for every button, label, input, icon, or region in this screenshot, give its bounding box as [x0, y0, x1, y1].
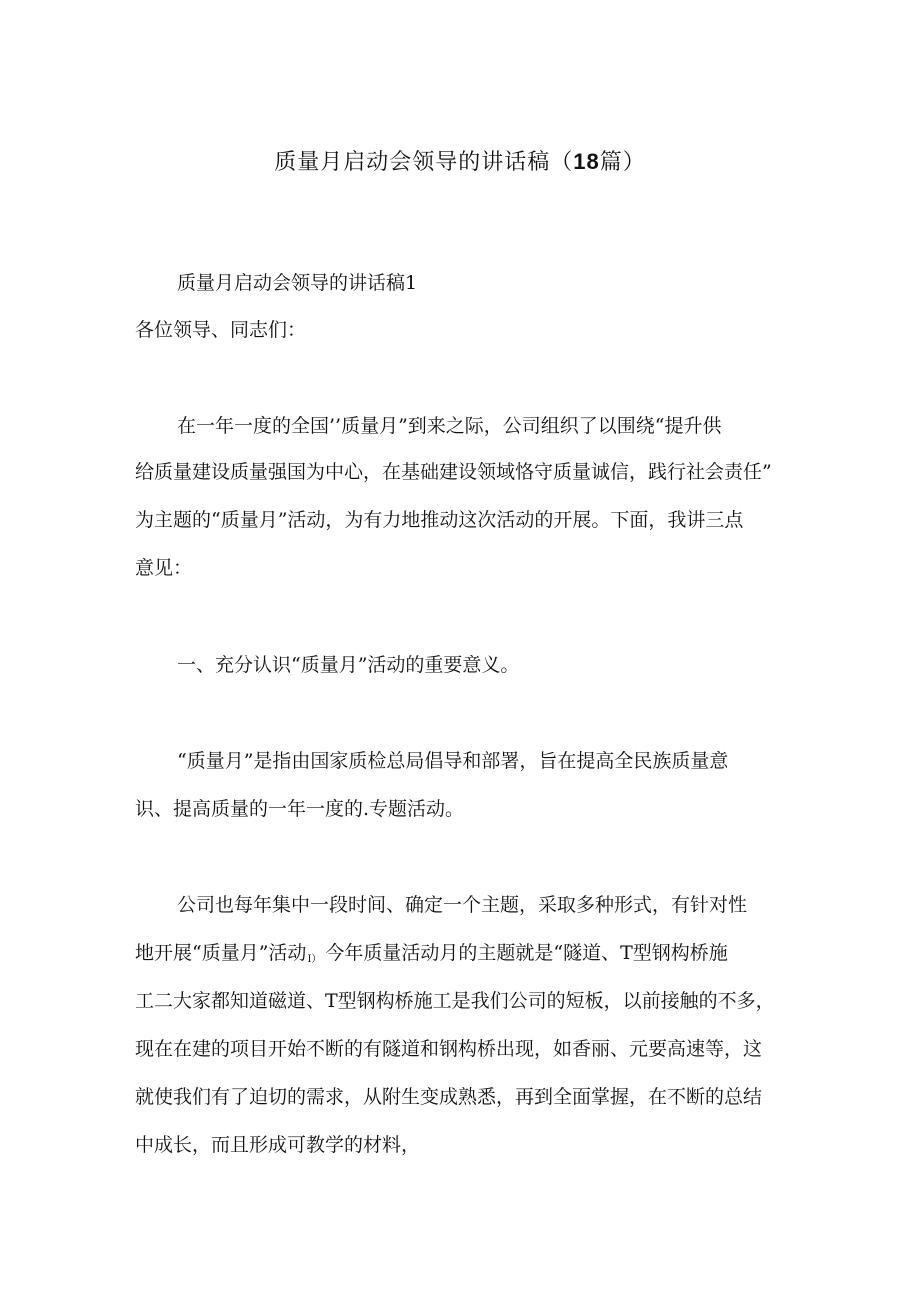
paragraph-line: 在一年一度的全国’’质量月”到来之际，公司组织了以围绕“提升供	[177, 415, 722, 437]
title-close-paren: 篇）	[599, 150, 646, 175]
section-subtitle: 质量月启动会领导的讲话稿1	[177, 272, 418, 294]
page-title	[0, 145, 920, 176]
paragraph-line: 公司也每年集中一段时间、确定一个主题，采取多种形式，有针对性	[177, 894, 748, 916]
paragraph-line: 给质量建设质量强国为中心，在基础建设领域恪守质量诚信，践行社会责任”	[135, 461, 772, 483]
paragraph-line: “质量月”是指由国家质检总局倡导和部署，旨在提高全民族质量意	[177, 750, 729, 772]
title-count: 18	[573, 149, 600, 174]
paragraph-line: 识、提高质量的一年一度的.专题活动。	[135, 798, 465, 820]
section-heading: 一、充分认识“质量月”活动的重要意义。	[177, 654, 520, 676]
title-text: 质量月启动会领导的讲话稿	[274, 150, 551, 175]
paragraph-line: 为主题的“质量月”活动，为有力地推动这次活动的开展。下面，我讲三点	[135, 509, 744, 531]
paragraph-line: 现在在建的项目开始不断的有隧道和钢构桥出现，如香丽、元要高速等，这	[135, 1038, 763, 1060]
paragraph-line: 工二大家都知道磁道、T型钢构桥施工是我们公司的短板，以前接触的不多，	[135, 990, 775, 1012]
title-open-paren: （	[550, 150, 574, 175]
paragraph-line: 意见：	[135, 557, 193, 579]
paragraph-line: 就使我们有了迫切的需求，从附生变成熟悉，再到全面掌握，在不断的总结	[135, 1086, 763, 1108]
line-text: 地开展“质量月”活动	[135, 942, 307, 964]
paragraph-line	[135, 941, 795, 972]
line-text: 今年质量活动月的主题就是“隧道、T型钢构桥施	[325, 942, 728, 964]
paragraph-line: 中成长，而且形成可教学的材料，	[135, 1134, 421, 1156]
footnote-marker: I）	[307, 954, 322, 965]
greeting: 各位领导、同志们：	[135, 319, 307, 341]
